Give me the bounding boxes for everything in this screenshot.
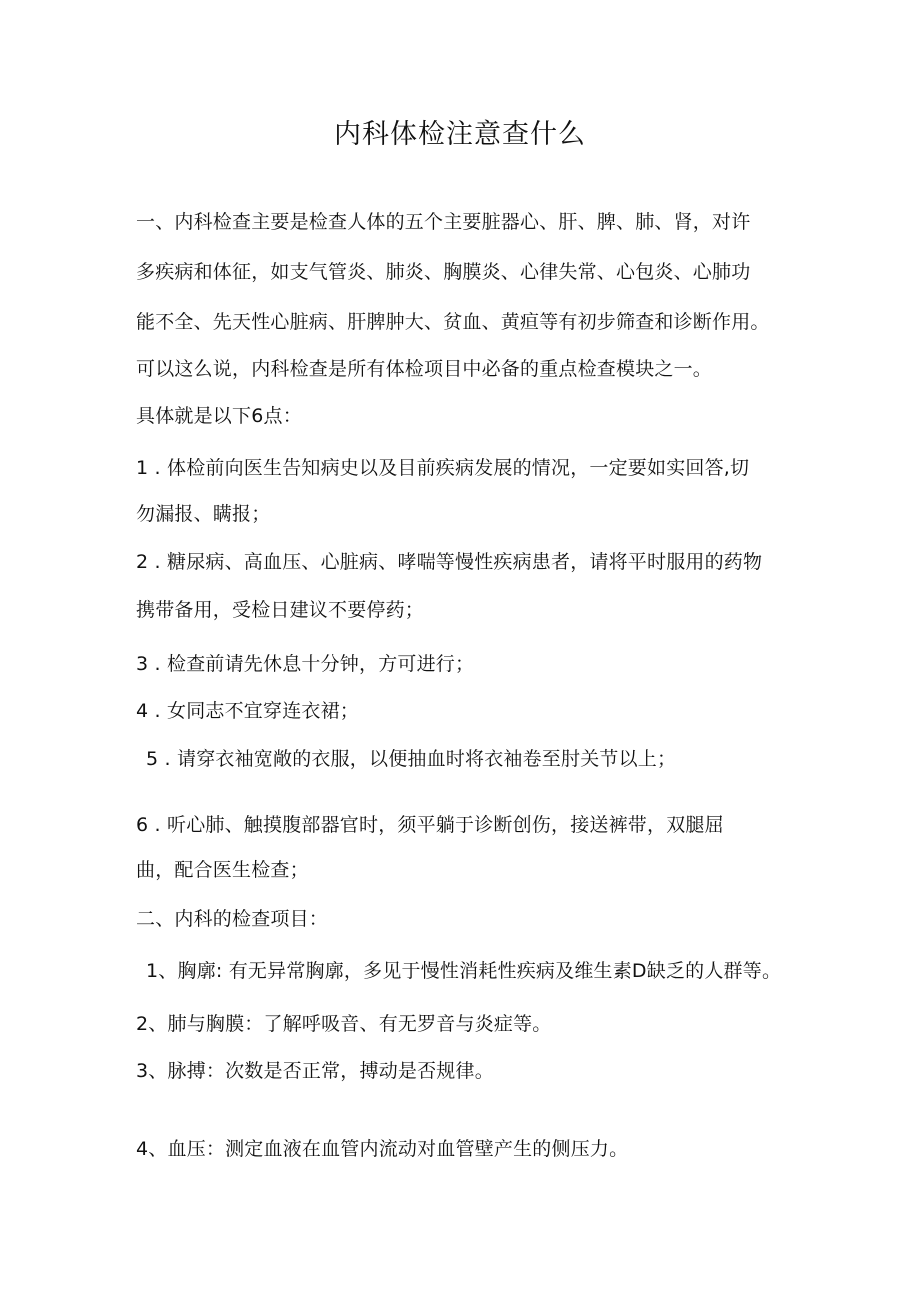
document-title: 内科体检注意查什么 <box>334 119 586 150</box>
section-intro-line: 具体就是以下6点： <box>136 405 302 427</box>
exam-item-line: 3、脉搏：次数是否正常，搏动是否规律。 <box>136 1060 494 1082</box>
list-item-line: 3 . 检查前请先休息十分钟，方可进行； <box>136 653 475 675</box>
paragraph-line: 多疾病和体征，如支气管炎、肺炎、胸膜炎、心律失常、心包炎、心肺功 <box>136 261 751 283</box>
list-item-line: 5 . 请穿衣袖宽敞的衣服，以便抽血时将衣袖卷至肘关节以上； <box>146 748 677 770</box>
list-item-line: 6 . 听心肺、触摸腹部器官时，须平躺于诊断创伤，接送裤带，双腿屈 <box>136 814 724 836</box>
list-item-line: 携带备用，受检日建议不要停药； <box>136 599 425 621</box>
exam-item-line: 1、胸廓: 有无异常胸廓，多见于慢性消耗性疾病及维生素D缺乏的人群等。 <box>146 960 782 982</box>
section-heading-line: 二、内科的检查项目： <box>136 908 329 930</box>
list-item-line: 1 . 体检前向医生告知病史以及目前疾病发展的情况，一定要如实回答,切 <box>136 457 750 479</box>
paragraph-line: 能不全、先天性心脏病、肝脾肿大、贫血、黄疸等有初步筛查和诊断作用。 <box>136 311 770 333</box>
paragraph-line: 一、内科检查主要是检查人体的五个主要脏器心、肝、脾、肺、肾，对许 <box>136 211 751 233</box>
list-item-line: 4 . 女同志不宜穿连衣裙； <box>136 700 360 722</box>
paragraph-line: 可以这么说，内科检查是所有体检项目中必备的重点检查模块之一。 <box>136 358 713 380</box>
exam-item-line: 4、血压：测定血液在血管内流动对血管壁产生的侧压力。 <box>136 1138 629 1160</box>
list-item-line: 曲，配合医生检查； <box>136 859 309 881</box>
list-item-line: 2 . 糖尿病、高血压、心脏病、哮喘等慢性疾病患者，请将平时服用的药物 <box>136 551 763 573</box>
list-item-line: 勿漏报、瞒报； <box>136 503 271 525</box>
exam-item-line: 2、肺与胸膜：了解呼吸音、有无罗音与炎症等。 <box>136 1013 552 1035</box>
